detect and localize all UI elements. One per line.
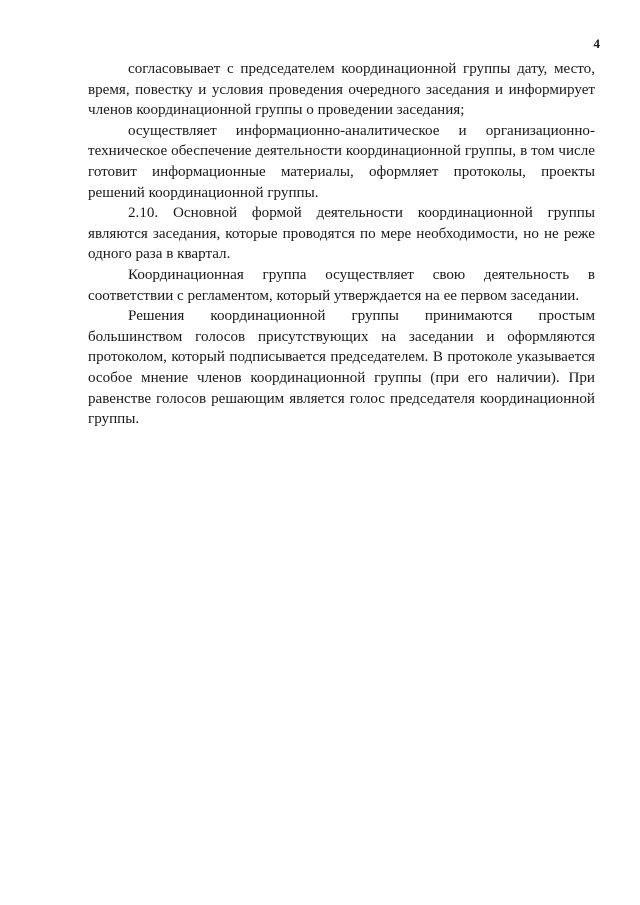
paragraph-decisions: Решения координационной группы принимаются простым большинством голосов присутствующих на заседании и оформляются протоколом, который подписывается председателем. В протоколе указывается особое мнение членов координационной группы (при его наличии). При равенстве голосов решающим является голос председателя координационной группы. [88, 308, 595, 428]
paragraph-meetings: 2.10. Основной формой деятельности координационной группы являются заседания, которые проводятся по мере необходимости, но не реже одного раза в квартал. [88, 205, 595, 263]
page-number: 4 [593, 36, 600, 51]
paragraph-support: осуществляет информационно-аналитическое и организационно-техническое обеспечение деятельности координационной группы, в том числе готовит информационные материалы, оформляет протоколы, проекты решений координационной группы. [88, 122, 595, 201]
document-text [88, 59, 595, 430]
paragraph-agreement: согласовывает с председателем координационной группы дату, место, время, повестку и условия проведения очередного заседания и информирует членов координационной группы о проведении заседания; [88, 61, 595, 119]
paragraph-regulations: Координационная группа осуществляет свою деятельность в соответствии с регламентом, который утверждается на ее первом заседании. [88, 266, 595, 304]
